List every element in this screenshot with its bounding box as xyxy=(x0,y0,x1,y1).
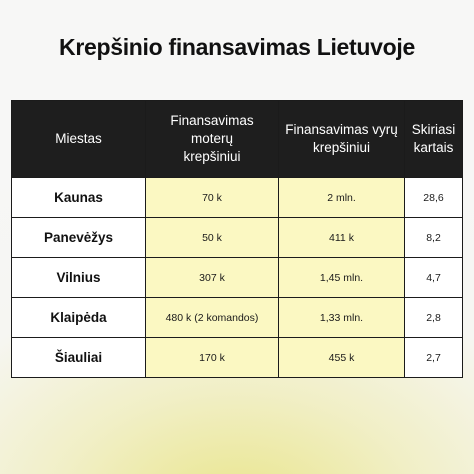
header-row xyxy=(12,101,463,178)
table-row xyxy=(12,218,463,258)
table-cell-men-funding: 411 k xyxy=(279,218,405,258)
table-cell-women-funding: 480 k (2 komandos) xyxy=(146,298,279,338)
funding-table xyxy=(11,100,463,378)
column-header-women-funding xyxy=(146,101,279,178)
table-cell-city: Kaunas xyxy=(12,178,146,218)
chart-title: Krepšinio finansavimas Lietuvoje xyxy=(59,34,415,60)
column-header-label: Skiriasi kartais xyxy=(411,122,456,155)
table-cell-men-funding: 455 k xyxy=(279,338,405,378)
table-cell-men-funding: 2 mln. xyxy=(279,178,405,218)
column-header-label: Finansavimas vyrų krepšiniui xyxy=(285,122,398,155)
table-cell-women-funding: 50 k xyxy=(146,218,279,258)
table-cell-women-funding: 70 k xyxy=(146,178,279,218)
table-row xyxy=(12,338,463,378)
column-header-ratio xyxy=(405,101,463,178)
table-cell-men-funding: 1,33 mln. xyxy=(279,298,405,338)
table-cell-women-funding: 170 k xyxy=(146,338,279,378)
table-cell-city: Šiauliai xyxy=(12,338,146,378)
table-cell-ratio: 2,7 xyxy=(405,338,463,378)
table-cell-ratio: 28,6 xyxy=(405,178,463,218)
column-header-label: Miestas xyxy=(55,131,102,146)
column-header-men-funding xyxy=(279,101,405,178)
table-cell-ratio: 4,7 xyxy=(405,258,463,298)
table-row xyxy=(12,258,463,298)
table-cell-ratio: 8,2 xyxy=(405,218,463,258)
table-cell-ratio: 2,8 xyxy=(405,298,463,338)
column-header-label: Finansavimas moterų krepšiniui xyxy=(170,113,254,164)
column-header-city xyxy=(12,101,146,178)
table-row xyxy=(12,298,463,338)
table-cell-women-funding: 307 k xyxy=(146,258,279,298)
table-cell-men-funding: 1,45 mln. xyxy=(279,258,405,298)
table-cell-city: Klaipėda xyxy=(12,298,146,338)
table-row xyxy=(12,178,463,218)
table-cell-city: Vilnius xyxy=(12,258,146,298)
table-cell-city: Panevėžys xyxy=(12,218,146,258)
